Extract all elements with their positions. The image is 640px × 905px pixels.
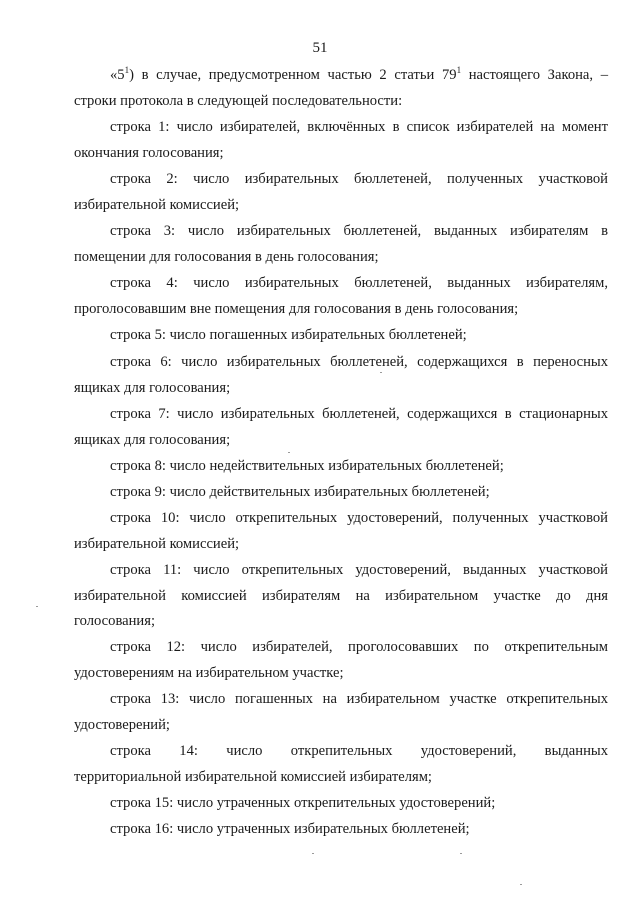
scan-speck [460,853,462,854]
protocol-row-16 [74,817,608,843]
row-line: окончания голосования; [74,144,224,161]
row-line: строка 10: число открепительных удостоверений, полученных участковой [110,510,608,526]
row-line: строка 3: число избирательных бюллетеней, выданных избирателям в [110,223,608,239]
row-line: избирательной комиссией избирателям на избирательном участке до дня [74,587,608,604]
row-line: строка 4: число избирательных бюллетеней, выданных избирателям, [110,275,608,291]
protocol-row-4 [74,271,608,322]
row-line: строка 6: число избирательных бюллетеней, содержащихся в переносных [110,354,608,370]
row-line: строка 8: число недействительных избирательных бюллетеней; [110,458,504,474]
protocol-row-11 [74,558,608,635]
protocol-row-10 [74,506,608,557]
row-line: избирательной комиссией; [74,196,240,213]
row-line: территориальной избирательной комиссией избирателям; [74,768,432,785]
row-line: строка 13: число погашенных на избирательном участке открепительных [110,691,608,707]
intro-mid: ) в случае, предусмотренном частью 2 статьи 79 [129,67,457,83]
protocol-row-5 [74,323,608,349]
intro-sup-2: 1 [456,65,462,76]
row-line: строка 7: число избирательных бюллетеней, содержащихся в стационарных [110,406,608,422]
row-line: помещении для голосования в день голосования; [74,248,379,265]
row-line: ящиках для голосования; [74,431,231,448]
row-line: удостоверений; [74,716,170,733]
protocol-row-12 [74,635,608,686]
intro-paragraph [74,63,608,114]
row-line: удостоверениям на избирательном участке; [74,664,344,681]
protocol-row-9 [74,480,608,506]
scan-speck [520,884,522,885]
intro-line-1 [74,63,608,89]
protocol-row-2 [74,167,608,218]
intro-sup-1: 1 [124,65,130,76]
intro-line-2: строки протокола в следующей последовательности: [74,92,403,109]
protocol-row-1 [74,115,608,166]
row-line: избирательной комиссией; [74,535,240,552]
scan-speck [312,853,314,854]
row-line: строка 9: число действительных избирательных бюллетеней; [110,484,490,500]
scan-speck [36,606,38,607]
page-number: 51 [312,40,328,56]
row-line: строка 15: число утраченных открепительных удостоверений; [110,795,496,811]
protocol-row-7 [74,402,608,453]
row-line: ящиках для голосования; [74,379,231,396]
protocol-row-8 [74,454,608,480]
row-line: голосования; [74,613,156,629]
protocol-row-15 [74,791,608,817]
row-line: строка 14: число открепительных удостоверений, выданных [110,743,608,759]
row-line: строка 16: число утраченных избирательных бюллетеней; [110,821,470,837]
row-line: проголосовавшим вне помещения для голосования в день голосования; [74,300,519,317]
protocol-row-6 [74,350,608,401]
row-line: строка 12: число избирателей, проголосовавших по открепительным [110,639,608,655]
row-line: строка 1: число избирателей, включённых в список избирателей на момент [110,119,608,135]
scan-speck [288,452,290,453]
protocol-row-3 [74,219,608,270]
intro-open: «5 [110,67,125,83]
scan-speck [380,372,382,373]
protocol-row-14 [74,739,608,790]
row-line: строка 11: число открепительных удостоверений, выданных участковой [110,562,608,578]
intro-rest: настоящего Закона, – [461,67,608,83]
row-line: строка 5: число погашенных избирательных бюллетеней; [110,327,467,343]
protocol-row-13 [74,687,608,738]
row-line: строка 2: число избирательных бюллетеней, полученных участковой [110,171,608,187]
